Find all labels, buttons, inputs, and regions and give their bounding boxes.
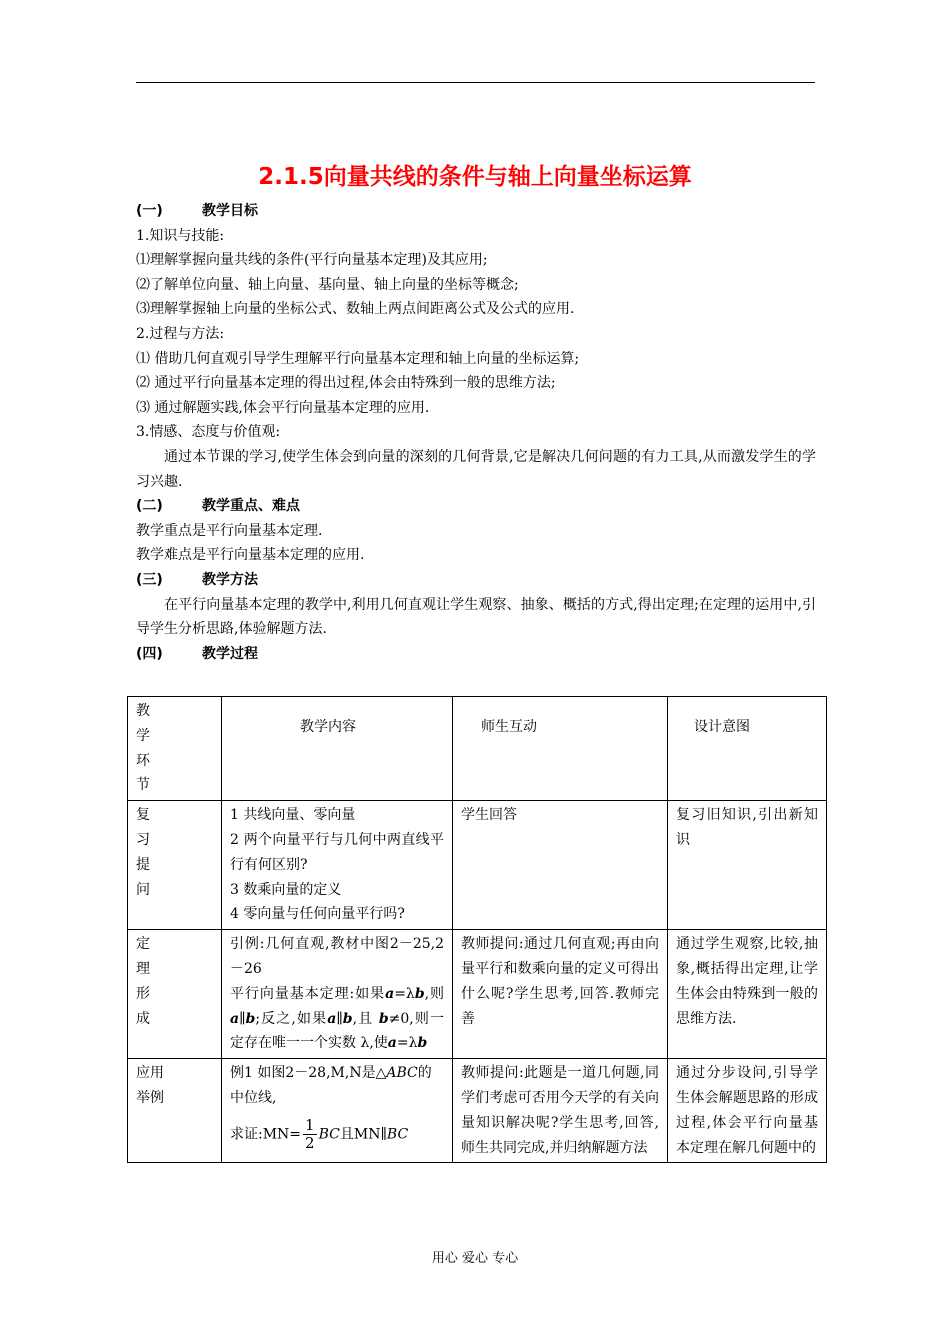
section-heading-process: (四) 教学过程 xyxy=(136,645,258,662)
intent-cell: 通过学生观察,比较,抽象,概括得出定理,让学生体会由特殊到一般的思维方法. xyxy=(668,930,827,1059)
document-body xyxy=(136,199,816,666)
intent-cell: 复习旧知识,引出新知识 xyxy=(668,801,827,930)
section-heading-objectives: (一) 教学目标 xyxy=(136,203,258,219)
table-header-row xyxy=(128,697,827,801)
interaction-cell: 学生回答 xyxy=(453,801,668,930)
page-title: 2.1.5向量共线的条件与轴上向量坐标运算 xyxy=(258,164,692,190)
content-cell: 引例:几何直观,教材中图2－25,2－26 平行向量基本定理:如果a=λb,则 a∥b;反之,如果a∥b,且 b≠0,则一定存在唯一一个实数 λ,使a=λb xyxy=(222,930,453,1059)
header-interaction: 师生互动 xyxy=(453,697,668,801)
intent-cell: 通过分步设问,引导学生体会解题思路的形成过程,体会平行向量基本定理在解几何题中的 xyxy=(668,1059,827,1163)
interaction-cell: 教师提问:通过几何直观;再由向量平行和数乘向量的定义可得出什么呢?学生思考,回答.教师完善 xyxy=(453,930,668,1059)
key-focus: 教学重点是平行向量基本定理. xyxy=(136,522,323,539)
attitude-paragraph: 通过本节课的学习,使学生体会到向量的深刻的几何背景,它是解决几何问题的有力工具,从而激发学生的学习兴趣. xyxy=(136,448,816,490)
goal-item: ⑴ 借助几何直观引导学生理解平行向量基本定理和轴上向量的坐标运算; xyxy=(136,350,580,367)
table-row xyxy=(128,1059,827,1163)
subheading-attitude: 3.情感、态度与价值观: xyxy=(136,424,281,441)
goal-item: ⑵ 通过平行向量基本定理的得出过程,体会由特殊到一般的思维方法; xyxy=(136,375,556,392)
stage-cell: 应用举例 xyxy=(128,1059,222,1163)
goal-item: ⑴理解掌握向量共线的条件(平行向量基本定理)及其应用; xyxy=(136,252,488,269)
header-rule xyxy=(136,82,815,83)
example-statement: 求证:MN= $\frac{1}{2}$ BC且MN∥BC xyxy=(230,1115,409,1152)
theorem-text: 平行向量基本定理:如果a=λb,则 a∥b;反之,如果a∥b,且 b≠0,则一定存在唯一一个实数 λ,使a=λb xyxy=(230,985,445,1052)
content-cell: 例1 如图2－28,M,N是△ABC的中位线, 求证:MN= $\frac{1}{2}$ BC且MN∥BC xyxy=(222,1059,453,1163)
subheading-process: 2.过程与方法: xyxy=(136,325,225,342)
teaching-process-table xyxy=(127,696,827,1163)
section-heading-method: (三) 教学方法 xyxy=(136,571,258,588)
header-intent: 设计意图 xyxy=(668,697,827,801)
goal-item: ⑵了解单位向量、轴上向量、基向量、轴上向量的坐标等概念; xyxy=(136,276,519,293)
table-row xyxy=(128,930,827,1059)
page-footer: 用心 爱心 专心 xyxy=(431,1251,519,1266)
content-cell: 1 共线向量、零向量 2 两个向量平行与几何中两直线平行有何区别? 3 数乘向量的定义 4 零向量与任何向量平行吗? xyxy=(222,801,453,930)
goal-item: ⑶理解掌握轴上向量的坐标公式、数轴上两点间距离公式及公式的应用. xyxy=(136,301,575,318)
section-heading-keypoints: (二) 教学重点、难点 xyxy=(136,498,300,515)
table-row xyxy=(128,801,827,930)
subheading-knowledge: 1.知识与技能: xyxy=(136,227,225,244)
stage-cell: 定理形成 xyxy=(128,930,222,1059)
key-difficulty: 教学难点是平行向量基本定理的应用. xyxy=(136,547,365,564)
interaction-cell: 教师提问:此题是一道几何题,同学们考虑可否用今天学的有关向量知识解决呢?学生思考,回答,师生共同完成,并归纳解题方法 xyxy=(453,1059,668,1163)
header-stage: 教学环节 xyxy=(128,697,222,801)
stage-cell: 复习提问 xyxy=(128,801,222,930)
goal-item: ⑶ 通过解题实践,体会平行向量基本定理的应用. xyxy=(136,399,430,416)
method-paragraph: 在平行向量基本定理的教学中,利用几何直观让学生观察、抽象、概括的方式,得出定理;在定理的运用中,引导学生分析思路,体验解题方法. xyxy=(136,596,816,638)
fraction-one-half: $\frac{1}{2}$ xyxy=(305,1115,315,1152)
header-content: 教学内容 xyxy=(222,697,453,801)
